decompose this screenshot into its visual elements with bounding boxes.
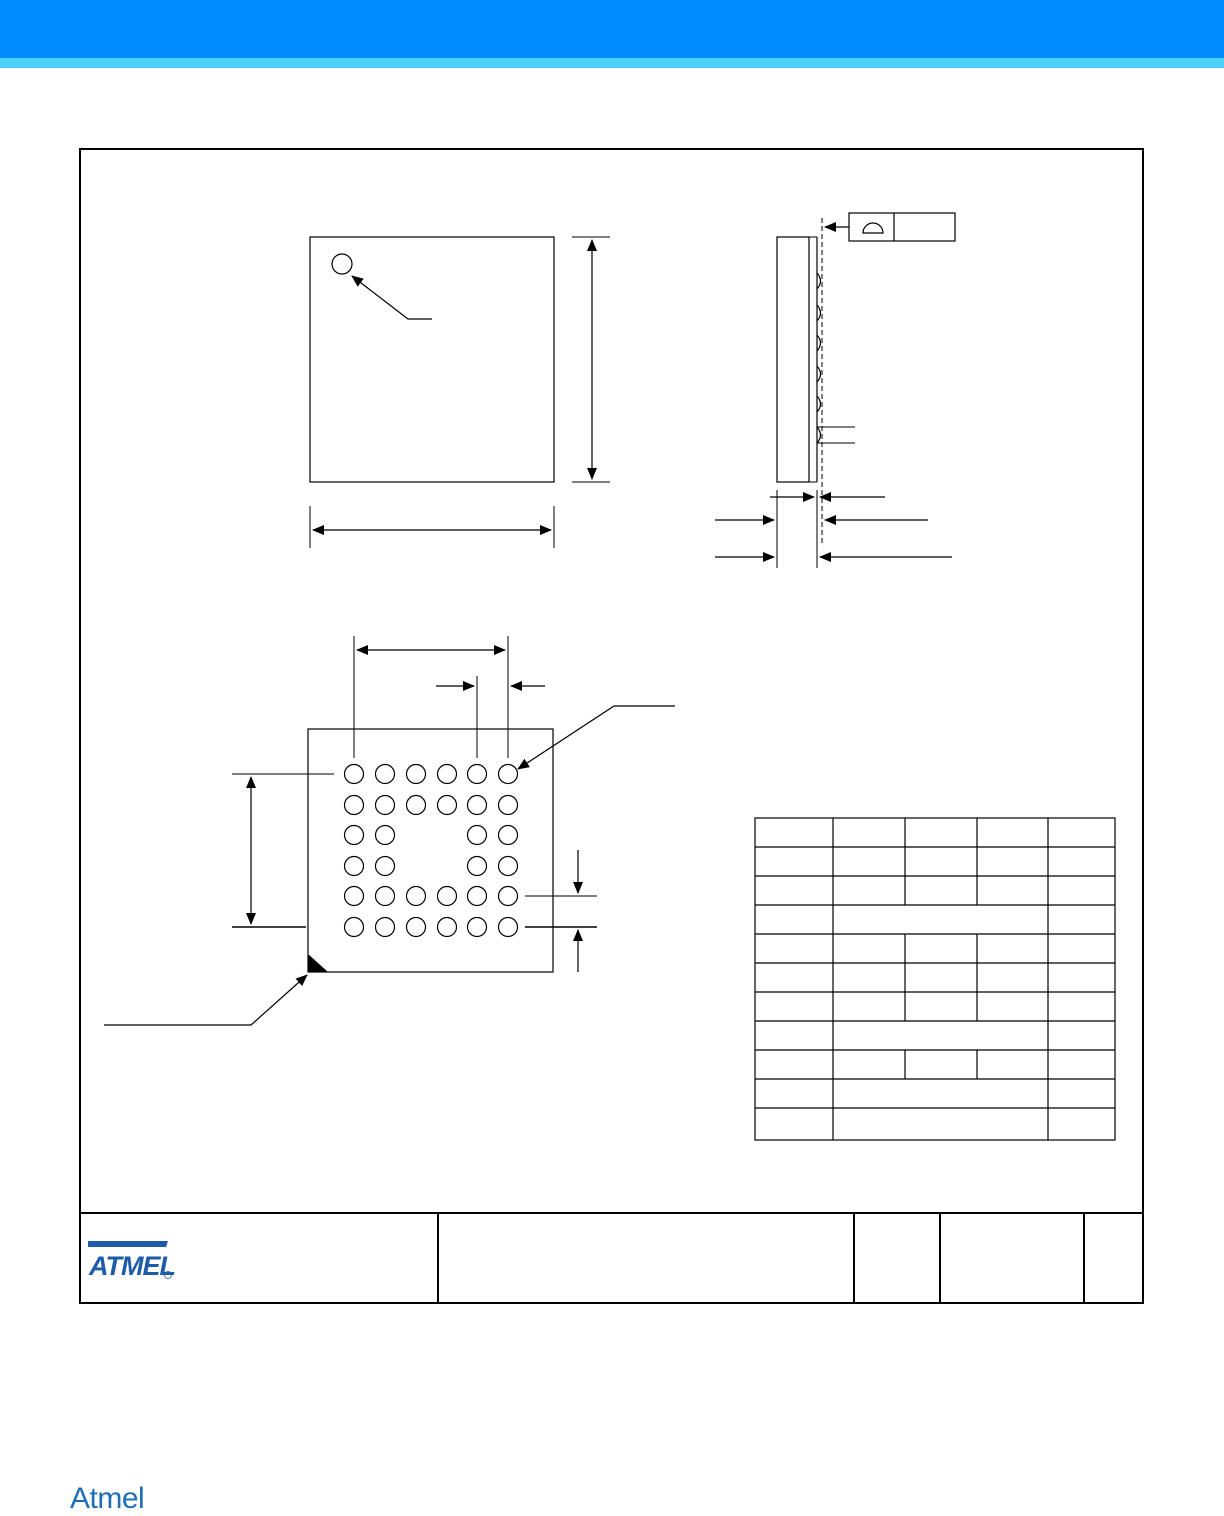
- solder-ball: [345, 826, 364, 845]
- solder-ball: [468, 796, 487, 815]
- solder-ball: [468, 918, 487, 937]
- solder-ball: [438, 887, 457, 906]
- solder-ball: [407, 887, 426, 906]
- corner-leader: [104, 975, 307, 1025]
- solder-ball: [345, 857, 364, 876]
- solder-ball: [376, 857, 395, 876]
- solder-ball: [468, 887, 487, 906]
- svg-text:ATMEL: ATMEL: [89, 1251, 175, 1281]
- solder-ball: [499, 857, 518, 876]
- solder-ball: [376, 796, 395, 815]
- solder-ball: [345, 765, 364, 784]
- corner-marker: [308, 954, 328, 972]
- solder-ball: [499, 765, 518, 784]
- solder-ball: [468, 826, 487, 845]
- ball-a1-leader: [518, 706, 675, 769]
- solder-ball: [438, 796, 457, 815]
- solder-ball: [438, 918, 457, 937]
- solder-ball: [407, 796, 426, 815]
- solder-ball: [468, 857, 487, 876]
- solder-ball: [499, 826, 518, 845]
- side-view: [715, 213, 955, 568]
- bottom-view-body: [308, 729, 553, 972]
- solder-ball: [376, 765, 395, 784]
- solder-ball: [345, 887, 364, 906]
- solder-ball: [407, 765, 426, 784]
- solder-ball: [345, 796, 364, 815]
- pin1-marker: [332, 254, 352, 274]
- solder-ball: [499, 887, 518, 906]
- dimension-table: [755, 818, 1115, 1140]
- footer-atmel-logo: Atmel: [70, 1482, 145, 1515]
- solder-ball: [376, 826, 395, 845]
- solder-ball: [438, 765, 457, 784]
- pin1-leader: [352, 276, 432, 319]
- bottom-view: [104, 636, 675, 1025]
- top-view: [310, 237, 610, 548]
- atmel-logo: [88, 1241, 175, 1281]
- ball-grid: [345, 765, 518, 937]
- flatness-symbol: [863, 223, 883, 233]
- top-view-body: [310, 237, 554, 482]
- solder-ball: [407, 918, 426, 937]
- solder-ball: [468, 765, 487, 784]
- solder-ball: [376, 887, 395, 906]
- solder-ball: [345, 918, 364, 937]
- title-block: [80, 1213, 1143, 1303]
- solder-ball: [376, 918, 395, 937]
- solder-ball: [499, 918, 518, 937]
- solder-ball: [499, 796, 518, 815]
- side-view-body: [777, 237, 809, 482]
- drawing-frame: [80, 149, 1143, 1303]
